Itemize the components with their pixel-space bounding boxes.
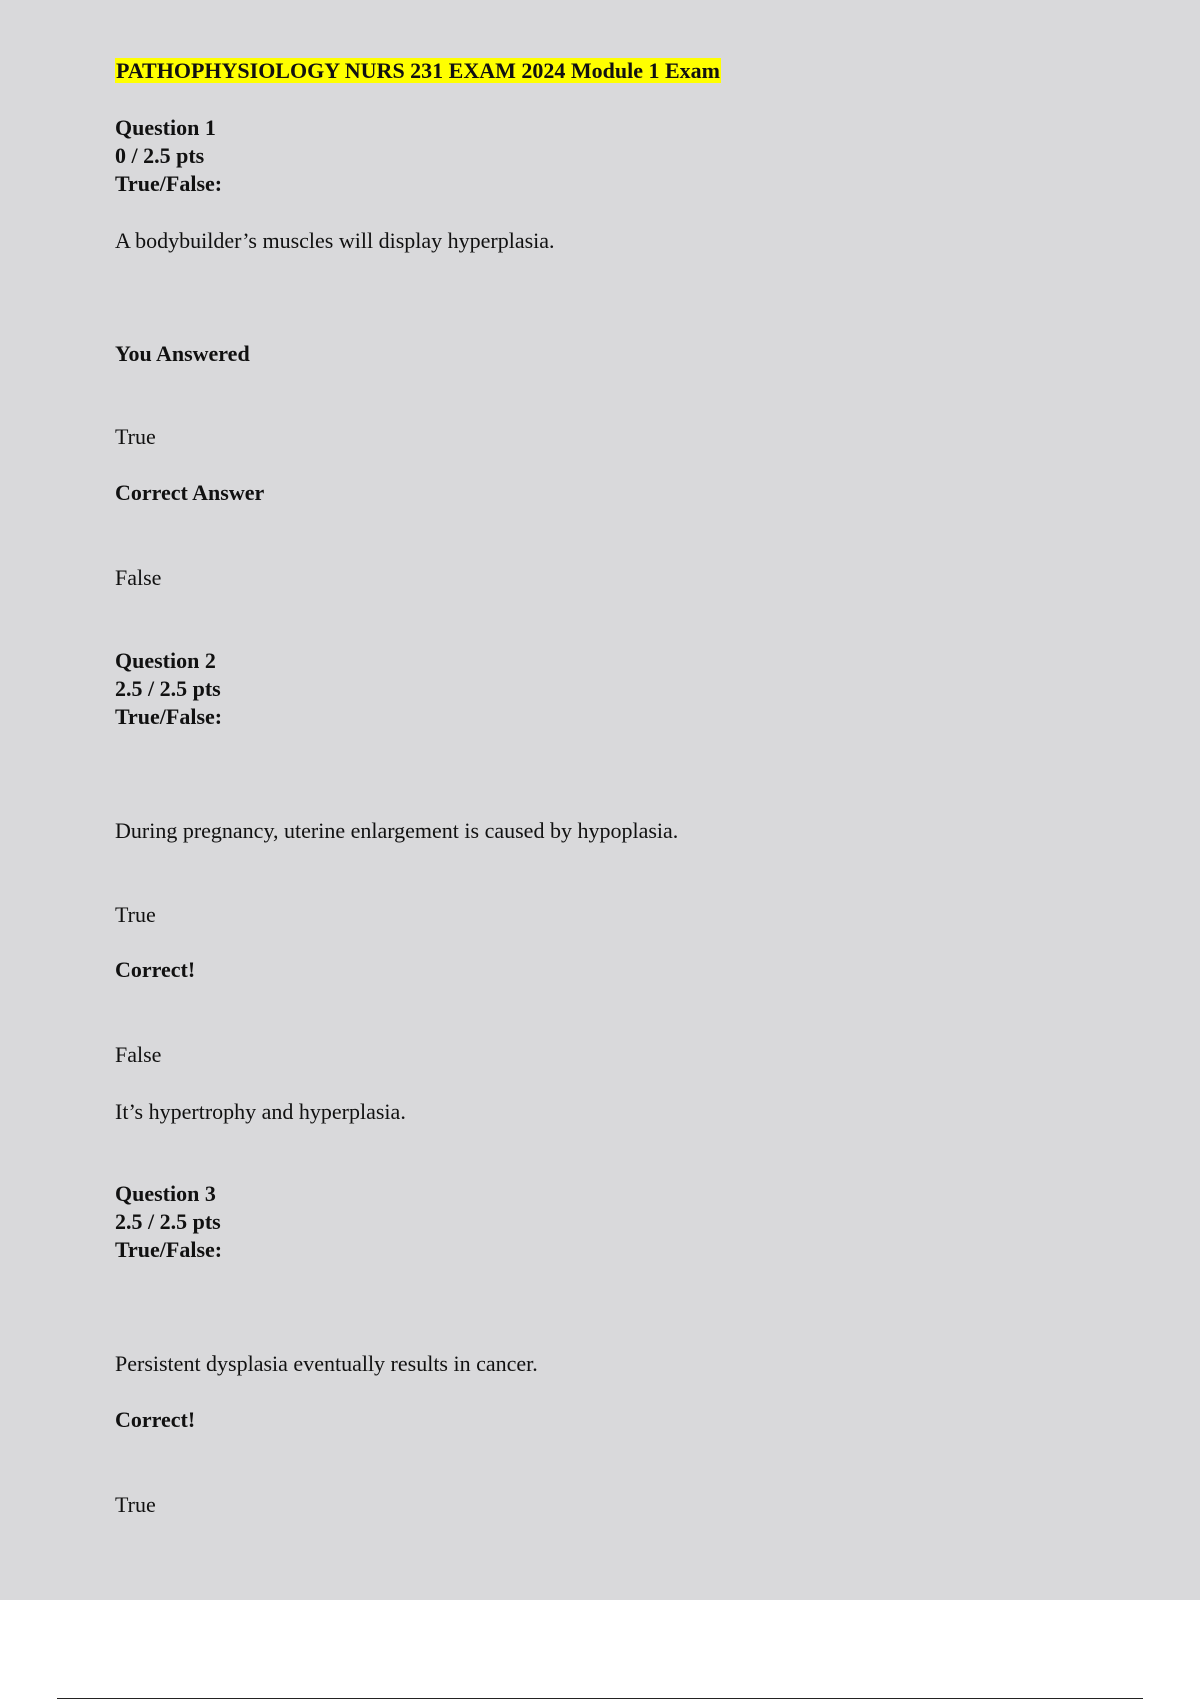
question-2-correct-value: False [115,1042,162,1067]
question-1-you-answered-value: True [115,424,156,449]
question-1-you-answered-label: You Answered [115,341,250,366]
document-title: PATHOPHYSIOLOGY NURS 231 EXAM 2024 Module 1 Exam [116,58,721,83]
question-3-type: True/False: [115,1237,223,1262]
question-3-points: 2.5 / 2.5 pts [115,1209,221,1234]
question-2-prompt: During pregnancy, uterine enlargement is caused by hypoplasia. [115,818,679,843]
question-2-heading: Question 2 [115,648,216,673]
question-2-explanation: It’s hypertrophy and hyperplasia. [115,1099,406,1124]
question-3-correct-value: True [115,1492,156,1517]
question-2-points: 2.5 / 2.5 pts [115,676,221,701]
question-2-option-true: True [115,902,156,927]
question-1-points: 0 / 2.5 pts [115,143,205,168]
question-2-type: True/False: [115,704,223,729]
question-3-prompt: Persistent dysplasia eventually results in cancer. [115,1351,538,1376]
question-1-prompt: A bodybuilder’s muscles will display hyperplasia. [115,228,555,253]
question-3-correct-label: Correct! [115,1407,196,1432]
question-1-heading: Question 1 [115,115,216,140]
question-1-correct-answer-label: Correct Answer [115,480,265,505]
document-title-line [115,57,721,85]
question-3-heading: Question 3 [115,1181,216,1206]
footer-divider [57,1698,1143,1699]
question-2-correct-label: Correct! [115,957,196,982]
question-1-correct-answer-value: False [115,565,162,590]
question-1-type: True/False: [115,171,223,196]
